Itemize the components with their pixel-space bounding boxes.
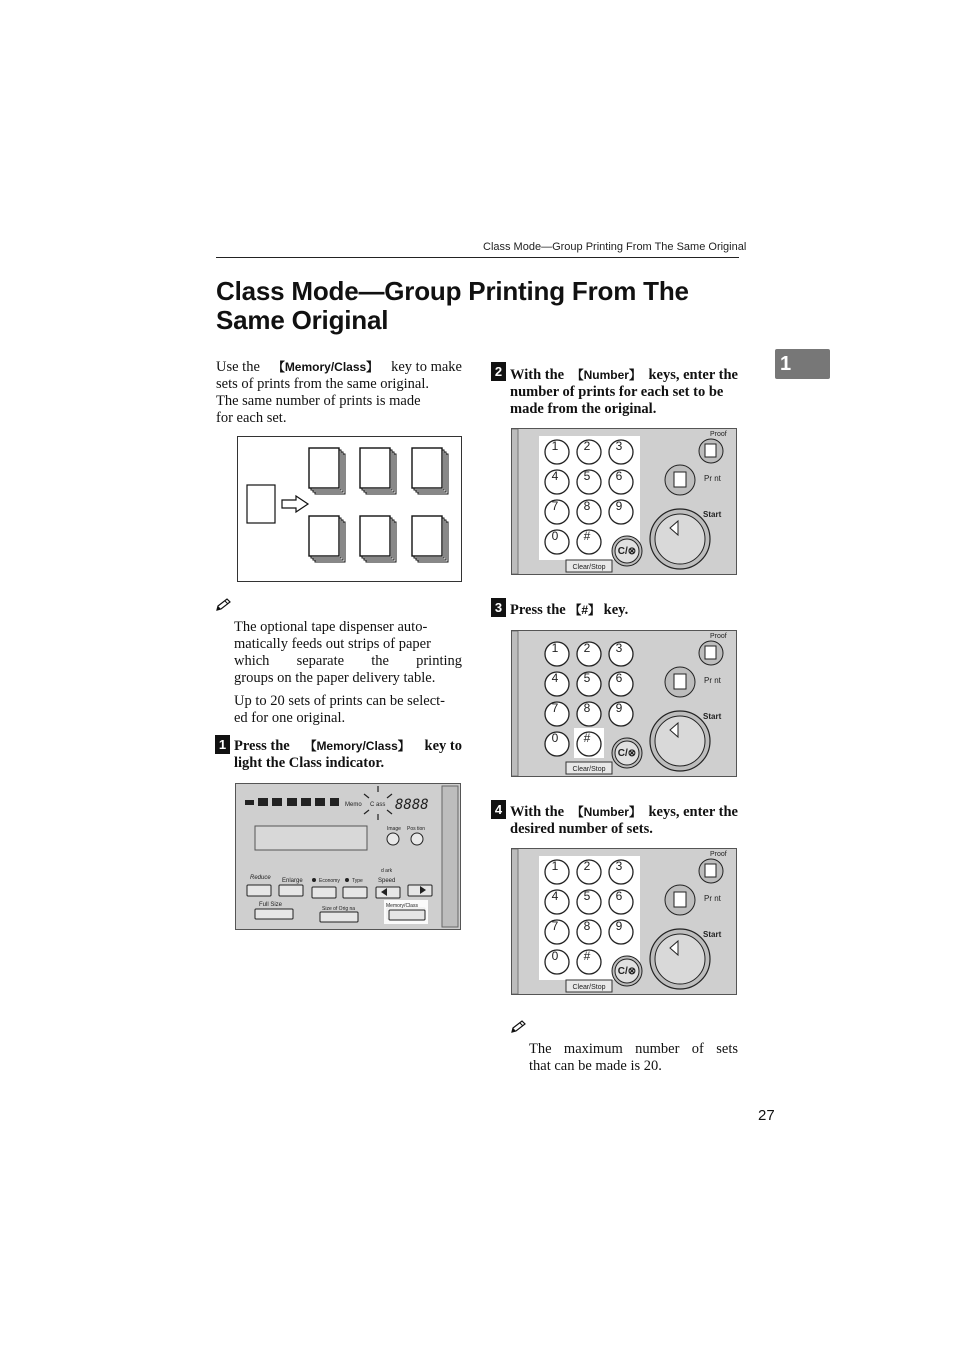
type-label: Type <box>352 878 363 884</box>
keypad-key-label: 6 <box>615 889 623 903</box>
header-rule <box>216 257 739 258</box>
keypad-key-label: 8 <box>583 701 591 715</box>
clear-stop-key-label: C/⊗ <box>617 748 637 759</box>
keypad-key-label: 1 <box>551 859 559 873</box>
intro-text: Use the <box>216 359 260 375</box>
keypad-key-label: 7 <box>551 919 559 933</box>
keypad-key-label: 4 <box>551 671 559 685</box>
full-size-label: Full Size <box>259 902 283 908</box>
proof-label: Proof <box>710 851 727 858</box>
step-text: keys, enter the <box>648 367 738 383</box>
memory-class-label: Memory/Class <box>386 903 418 909</box>
enlarge-label: Enlarge <box>282 878 303 884</box>
note-line: groups on the paper delivery table. <box>234 670 436 686</box>
pencil-icon <box>215 598 232 617</box>
keypad-key-label: 5 <box>583 469 591 483</box>
intro-text: for each set. <box>216 410 287 426</box>
note-line: Up to 20 sets of prints can be select- <box>234 693 446 709</box>
step-text: With the <box>510 804 565 820</box>
start-label: Start <box>703 930 722 939</box>
keypad-key-label: 0 <box>551 731 559 745</box>
note-line: ed for one original. <box>234 710 346 726</box>
intro-text: The same number of prints is made <box>216 393 421 409</box>
step-4-text <box>510 804 738 838</box>
step-text: desired number of sets. <box>510 821 653 837</box>
memory-class-key-label: 【Memory/Class】 <box>304 739 410 753</box>
pencil-icon <box>510 1020 527 1039</box>
memory-class-key-label: 【Memory/Class】 <box>272 360 379 374</box>
step-text: key. <box>600 602 629 618</box>
keypad-key-label: 6 <box>615 671 623 685</box>
clear-stop-key-label: C/⊗ <box>617 966 637 977</box>
keypad-panel-step-2 <box>511 428 737 575</box>
keypad-key-label: 1 <box>551 641 559 655</box>
counter-display: 8888 <box>395 797 429 813</box>
note-line: The optional tape dispenser auto- <box>234 619 428 635</box>
keypad-graphic <box>512 631 736 776</box>
clear-stop-key-label: C/⊗ <box>617 546 637 557</box>
chapter-tab: 1 <box>775 349 830 379</box>
step-2-text <box>510 367 738 418</box>
step-1-text <box>234 738 462 772</box>
print-label: Pr nt <box>704 676 721 685</box>
keypad-key-label: 2 <box>583 859 591 873</box>
note-line: that can be made is 20. <box>529 1058 662 1074</box>
intro-text: key to make <box>391 359 462 375</box>
keypad-key-label: 0 <box>551 529 559 543</box>
clear-stop-label: Clear/Stop <box>572 984 606 991</box>
keypad-key-label: 1 <box>551 439 559 453</box>
keypad-key-label: 4 <box>551 889 559 903</box>
start-label: Start <box>703 712 722 721</box>
keypad-key-label: 7 <box>551 499 559 513</box>
keypad-panel-step-3 <box>511 630 737 777</box>
note-2 <box>529 1041 738 1075</box>
keypad-key-label: 0 <box>551 949 559 963</box>
proof-label: Proof <box>710 633 727 640</box>
note-line: matically feeds out strips of paper <box>234 636 431 652</box>
step-number: 1 <box>215 735 230 754</box>
keypad-graphic <box>512 849 736 994</box>
running-header: Class Mode—Group Printing From The Same Original <box>483 241 747 253</box>
keypad-key-label: 3 <box>615 439 623 453</box>
keypad-key-label: # <box>583 529 591 543</box>
keypad-key-label: 3 <box>615 641 623 655</box>
keypad-key-label: 8 <box>583 919 591 933</box>
step-text: Press the <box>510 602 570 618</box>
print-sets-illustration <box>237 436 462 582</box>
size-of-original-label: Size of Orig na <box>322 906 356 912</box>
page-title <box>216 277 756 335</box>
page-number: 27 <box>758 1107 775 1124</box>
step-text: light the Class indicator. <box>234 755 385 771</box>
keypad-key-label: 9 <box>615 701 623 715</box>
keypad-key-label: 5 <box>583 671 591 685</box>
dark-label: d ark <box>381 868 393 874</box>
step-text: Press the <box>234 738 290 754</box>
position-label: Pos tion <box>407 826 426 832</box>
intro-paragraph <box>216 359 462 427</box>
keypad-key-label: 3 <box>615 859 623 873</box>
keypad-panel-step-4 <box>511 848 737 995</box>
operation-panel-illustration <box>235 783 461 930</box>
keypad-key-label: # <box>583 731 591 745</box>
note-line: The maximum number of sets <box>529 1041 738 1057</box>
keypad-key-label: 2 <box>583 641 591 655</box>
intro-text: sets of prints from the same original. <box>216 376 430 392</box>
operation-panel-graphic <box>236 784 460 929</box>
print-label: Pr nt <box>704 894 721 903</box>
keypad-graphic <box>512 429 736 574</box>
class-indicator-label: C ass <box>370 802 386 808</box>
proof-label: Proof <box>710 431 727 438</box>
step-3-text <box>510 602 738 619</box>
number-key-label: 【Number】 <box>571 805 641 819</box>
keypad-key-label: 8 <box>583 499 591 513</box>
reduce-label: Reduce <box>250 875 271 881</box>
print-label: Pr nt <box>704 474 721 483</box>
number-key-label: 【Number】 <box>571 368 641 382</box>
keypad-key-label: 6 <box>615 469 623 483</box>
keypad-key-label: 4 <box>551 469 559 483</box>
clear-stop-label: Clear/Stop <box>572 564 606 571</box>
keypad-key-label: # <box>583 949 591 963</box>
hash-key-label: 【#】 <box>569 603 601 617</box>
step-text: key to <box>424 738 462 754</box>
note-1 <box>234 619 462 727</box>
step-text: keys, enter the <box>648 804 738 820</box>
speed-label: Speed <box>378 878 396 884</box>
step-text: made from the original. <box>510 401 657 417</box>
title-line-1: Class Mode—Group Printing From The <box>216 276 689 306</box>
note-line: which separate the printing <box>234 653 462 669</box>
start-label: Start <box>703 510 722 519</box>
step-text: With the <box>510 367 565 383</box>
economy-label: Economy <box>319 878 340 884</box>
keypad-key-label: 2 <box>583 439 591 453</box>
keypad-key-label: 9 <box>615 919 623 933</box>
image-label: Image <box>387 826 401 832</box>
step-number: 2 <box>491 362 506 381</box>
step-number: 3 <box>491 598 506 617</box>
clear-stop-label: Clear/Stop <box>572 766 606 773</box>
keypad-key-label: 9 <box>615 499 623 513</box>
title-line-2: Same Original <box>216 305 389 335</box>
keypad-key-label: 7 <box>551 701 559 715</box>
step-text: number of prints for each set to be <box>510 384 724 400</box>
memo-label: Memo <box>345 802 362 808</box>
keypad-key-label: 5 <box>583 889 591 903</box>
step-number: 4 <box>491 800 506 819</box>
print-sets-graphic <box>238 437 461 581</box>
